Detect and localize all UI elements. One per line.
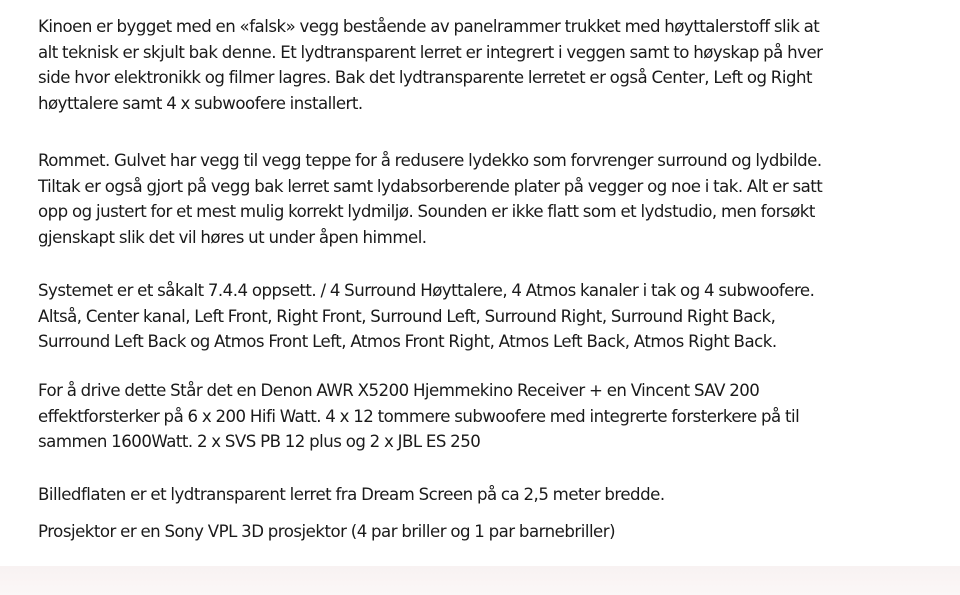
paragraph-projector [38, 519, 615, 545]
text-line: opp og justert for et mest mulig korrekt lydmiljø. Sounden er ikke flatt som et lydstudio, men forsøkt [38, 202, 815, 221]
text-line: alt teknisk er skjult bak denne. Et lydtransparent lerret er integrert i veggen samt to høyskap på hver [38, 42, 823, 62]
paragraph-system [38, 278, 814, 355]
text-line: For å drive dette Står det en Denon AWR X5200 Hjemmekino Receiver + en Vincent SAV 200 [38, 381, 760, 400]
text-line: Surround Left Back og Atmos Front Left, Atmos Front Right, Atmos Left Back, Atmos Right Back. [38, 332, 777, 351]
text-line: gjenskapt slik det vil høres ut under åpen himmel. [38, 227, 427, 247]
paragraph-room [38, 148, 822, 250]
text-line: sammen 1600Watt. 2 x SVS PB 12 plus og 2 x JBL ES 250 [38, 432, 481, 451]
paragraph-amplification [38, 378, 799, 455]
text-line: side hvor elektronikk og filmer lagres. Bak det lydtransparente lerretet er også Center, Left og Right [38, 68, 812, 87]
text-line: effektforsterker på 6 x 200 Hifi Watt. 4 x 12 tommere subwoofere med integrerte forsterkere på til [38, 406, 800, 426]
text-line: Tiltak er også gjort på vegg bak lerret samt lydabsorberende plater på vegger og noe i tak. Alt er satt [38, 176, 823, 196]
paragraph-screen [38, 482, 665, 508]
text-line: Billedflaten er et lydtransparent lerret fra Dream Screen på ca 2,5 meter bredde. [38, 485, 665, 504]
text-line: Systemet er et såkalt 7.4.4 oppsett. / 4 Surround Høyttalere, 4 Atmos kanaler i tak og 4 subwoofere. [38, 281, 815, 300]
text-line: høyttalere samt 4 x subwoofere installert. [38, 93, 363, 113]
text-line: Prosjektor er en Sony VPL 3D prosjektor (4 par briller og 1 par barnebriller) [38, 522, 616, 541]
page-bottom-edge [0, 566, 960, 595]
text-line: Rommet. Gulvet har vegg til vegg teppe for å redusere lydekko som forvrenger surround og lydbilde. [38, 151, 822, 170]
text-line: Altså, Center kanal, Left Front, Right Front, Surround Left, Surround Right, Surround Right Back, [38, 306, 776, 326]
text-line: Kinoen er bygget med en «falsk» vegg bestående av panelrammer trukket med høyttalerstoff slik at [38, 17, 820, 36]
paragraph-cinema-wall [38, 14, 823, 116]
